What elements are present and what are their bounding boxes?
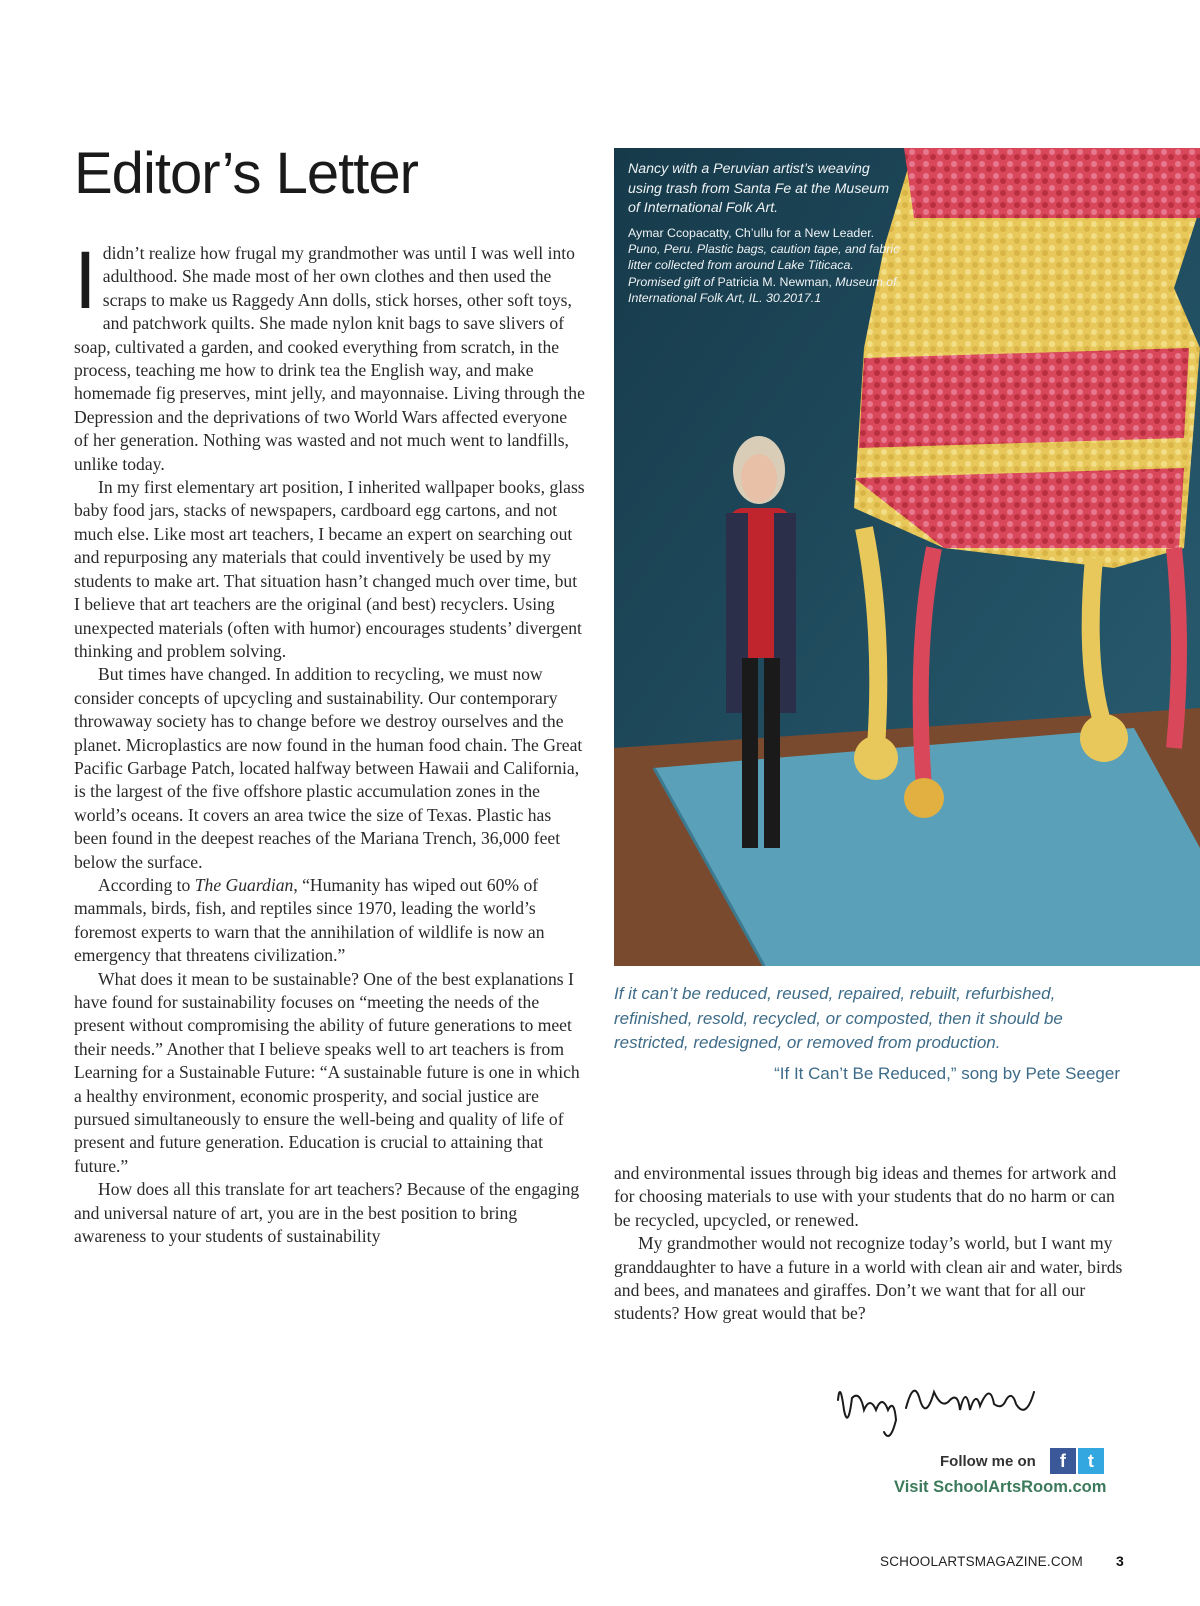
follow-label: Follow me on [940,1452,1036,1470]
paragraph-text: , “Humanity has wiped out 60% of mammals, birds, fish, and reptiles since 1970, leading the world’s foremost experts to warn that the annihilation of wildlife is now an emergency that threatens civilization.” [74,874,545,966]
pull-quote [614,982,1134,1086]
article-column-right [614,1162,1126,1326]
credit-artist: Aymar Ccopacatty, [628,225,735,240]
paragraph: But times have changed. In addition to recycling, we must now consider concepts of upcycling and sustainability. Our contemporary throwaway society has to change before we destroy ourselves and the planet. Microplastics are now found in the human food chain. The Great Pacific Garbage Patch, located halfway between Hawaii and California, is the largest of the five offshore plastic accumulation zones in the world’s oceans. It covers an area twice the size of Texas. Plastic has been found in the deepest reaches of the Mariana Trench, 36,000 feet below the surface. [74,664,583,872]
quote-text: If it can’t be reduced, reused, repaired, rebuilt, refurbished, refinished, resold, recycled, or composted, then it should be restricted, redesigned, or removed from production. [614,984,1063,1052]
paragraph: What does it mean to be sustainable? One of the best explanations I have found for sustainability focuses on “meeting the needs of the present without compromising the ability of future generations to meet their needs.” Another that I believe speaks well to art teachers is from Learning for a Sustainable Future: “A sustainable future is one in which a healthy environment, economic prosperity, and social justice are pursued simultaneously to ensure the well-being and quality of life of present and future generation. Education is crucial to attaining that future.” [74,968,580,1176]
twitter-icon[interactable]: t [1078,1448,1104,1474]
credit-details: Puno, Peru. Plastic bags, caution tape, and fabric litter collected from around Lake Titicaca. Promised gift of [628,241,900,289]
quote-attribution: “If It Can’t Be Reduced,” song by Pete Seeger [774,1063,1120,1083]
paragraph: My grandmother would not recognize today’s world, but I want my granddaughter to have a future in a world with clean air and water, birds and bees, and manatees and giraffes. Don’t we want that for all our students? How great would that be? [614,1233,1123,1324]
paragraph [74,874,586,968]
caption-text: Nancy with a Peruvian artist’s weaving using trash from Santa Fe at the Museum of International Folk Art. [628,161,890,216]
website-link[interactable]: Visit SchoolArtsRoom.com [894,1478,1107,1496]
paragraph: and environmental issues through big ideas and themes for artwork and for choosing materials to use with your students that do no harm or can be recycled, upcycled, or renewed. [614,1163,1117,1230]
credit-donor: Patricia M. Newman, [717,274,832,289]
footer-site: SCHOOLARTSMAGAZINE.COM [880,1554,1083,1569]
facebook-icon[interactable]: f [1050,1448,1076,1474]
signature [830,1370,1070,1455]
paragraph-text: didn’t realize how frugal my grandmother was until I was well into adulthood. She made most of her own clothes and then used the scraps to make us Raggedy Ann dolls, stick horses, other soft toys, and patchwork quilts. She made nylon knit bags to save slivers of soap, cultivated a garden, and cooked everything from scratch, in the process, teaching me how to drink tea the English way, and make homemade fig preserves, mint jelly, and mayonnaise. Living through the Depression and the deprivations of two World Wars affected everyone of her generation. Nothing was wasted and not much went to landfills, unlike today. [74,243,585,474]
photo-caption [628,160,900,307]
article-column-left [74,235,586,1248]
handwritten-signature [830,1370,1070,1450]
drop-cap: I [74,235,97,326]
credit-collection: Museum of International Folk Art, IL. 30.2017.1 [628,274,897,306]
page-title: Editor’s Letter [74,141,418,206]
feature-photo [614,148,1200,966]
paragraph: How does all this translate for art teachers? Because of the engaging and universal nature of art, you are in the best position to bring awareness to your students of sustainability [74,1179,580,1247]
social-follow [940,1448,1104,1474]
paragraph-text: According to [98,874,195,895]
photo-credit [628,225,900,307]
page-number: 3 [1116,1553,1124,1569]
paragraph [74,235,586,476]
publication-name: The Guardian [194,874,294,895]
credit-work: Ch’ullu for a New Leader. [734,225,875,240]
paragraph: In my first elementary art position, I inherited wallpaper books, glass baby food jars, stacks of newspapers, cardboard egg cartons, and not much else. Like most art teachers, I became an expert on searching out and repurposing any materials that could inventively be used by my students to make art. That situation hasn’t changed much over time, but I believe that art teachers are the original (and best) recyclers. Using unexpected materials (often with humor) encourages students’ divergent thinking and problem solving. [74,477,585,661]
